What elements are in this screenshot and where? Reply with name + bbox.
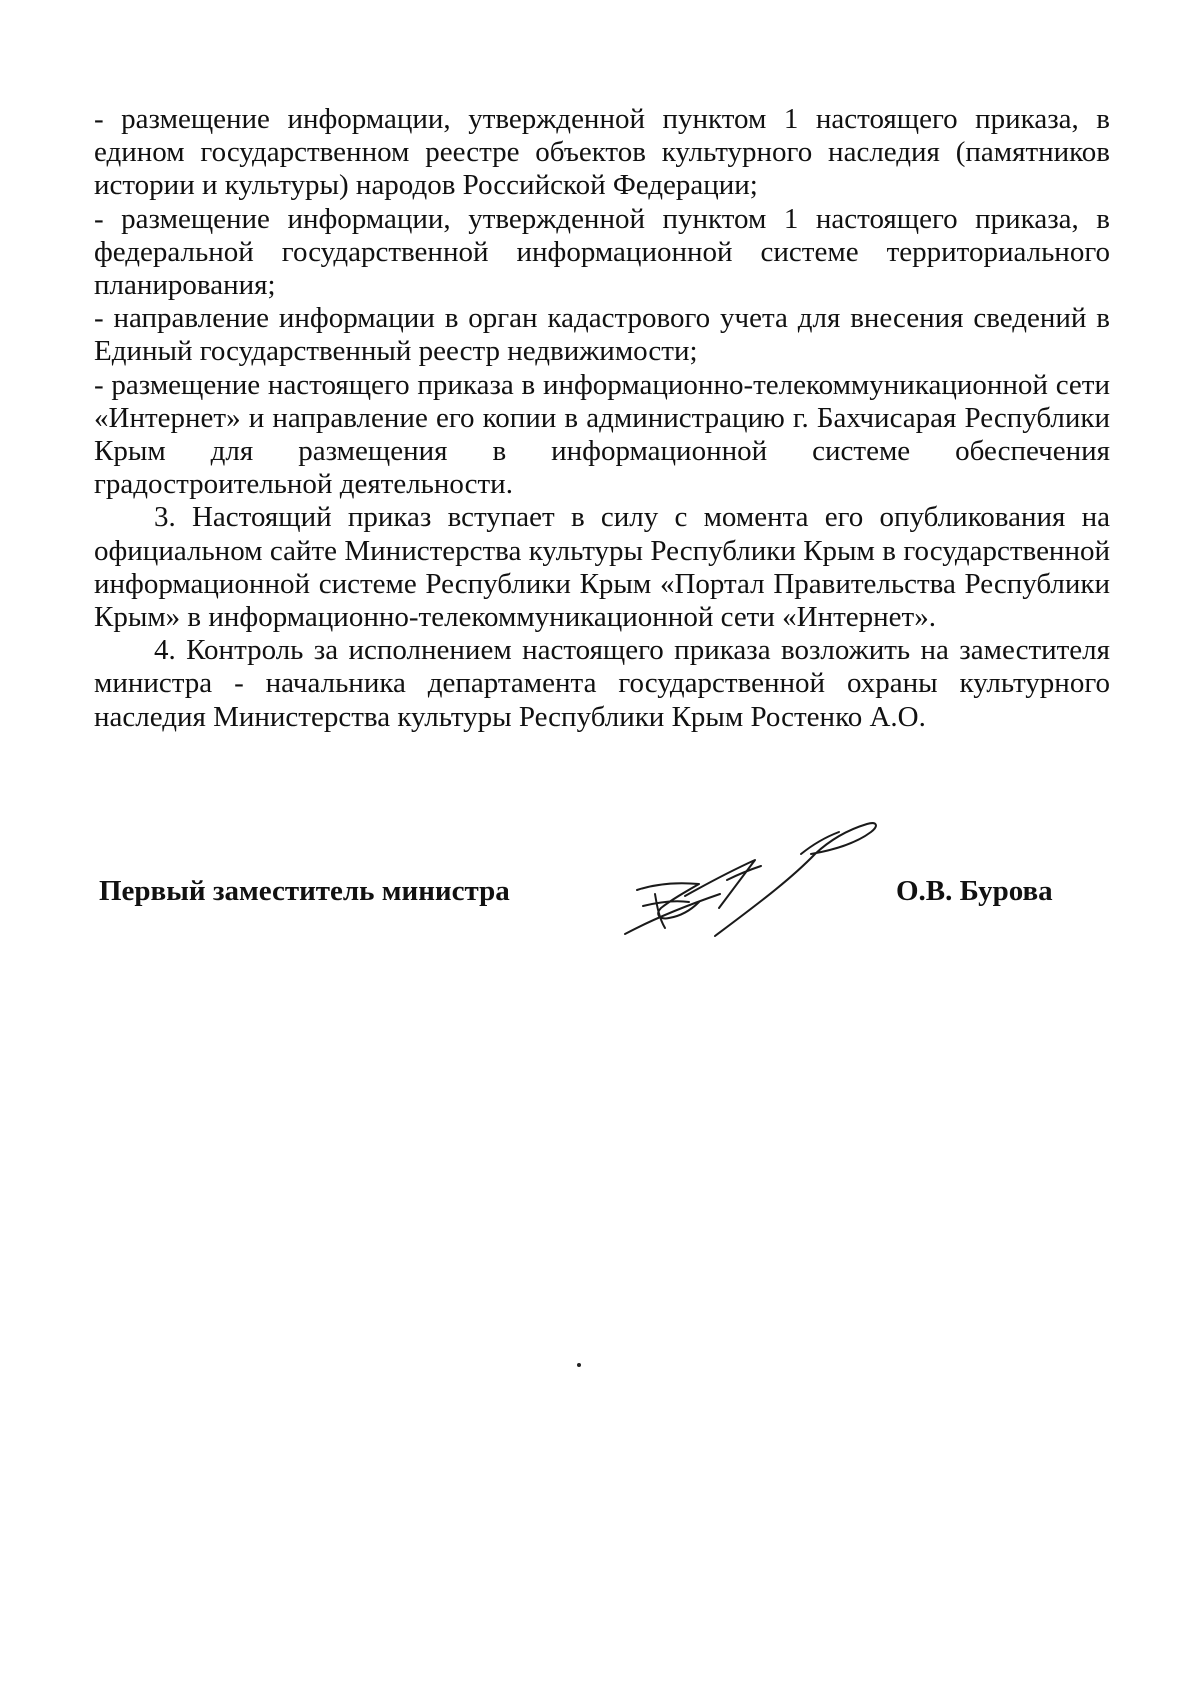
stray-mark <box>577 1363 581 1367</box>
paragraph-cadastral-referral: - направление информации в орган кадастрового учета для внесения сведений в Единый государственный реестр недвижимости; <box>94 302 1110 368</box>
paragraph-item-4-control: 4. Контроль за исполнением настоящего приказа возложить на заместителя министра - начальника департамента государственной охраны культурного наследия Министерства культуры Республики Крым Ростенко А.О. <box>94 634 1110 733</box>
signatory-title: Первый заместитель министра <box>99 875 510 907</box>
paragraph-item-3-entry-into-force: 3. Настоящий приказ вступает в силу с момента его опубликования на официальном сайте Министерства культуры Республики Крым в государственной информационной системе Республики Крым «Портал Правительства Республики Крым» в информационно-телекоммуникационной сети «Интернет». <box>94 501 1110 634</box>
document-body <box>94 103 1110 734</box>
signatory-name: О.В. Бурова <box>896 875 1053 907</box>
signature-block <box>0 870 1200 950</box>
paragraph-registry-placement: - размещение информации, утвержденной пунктом 1 настоящего приказа, в едином государственном реестре объектов культурного наследия (памятников истории и культуры) народов Российской Федерации; <box>94 103 1110 202</box>
handwritten-signature <box>615 810 885 945</box>
paragraph-planning-system-placement: - размещение информации, утвержденной пунктом 1 настоящего приказа, в федеральной государственной информационной системе территориального планирования; <box>94 202 1110 302</box>
paragraph-internet-placement: - размещение настоящего приказа в информационно-телекоммуникационной сети «Интернет» и направление его копии в администрацию г. Бахчисарая Республики Крым для размещения в информационной системе обеспечения градостроительной деятельности. <box>94 368 1110 501</box>
